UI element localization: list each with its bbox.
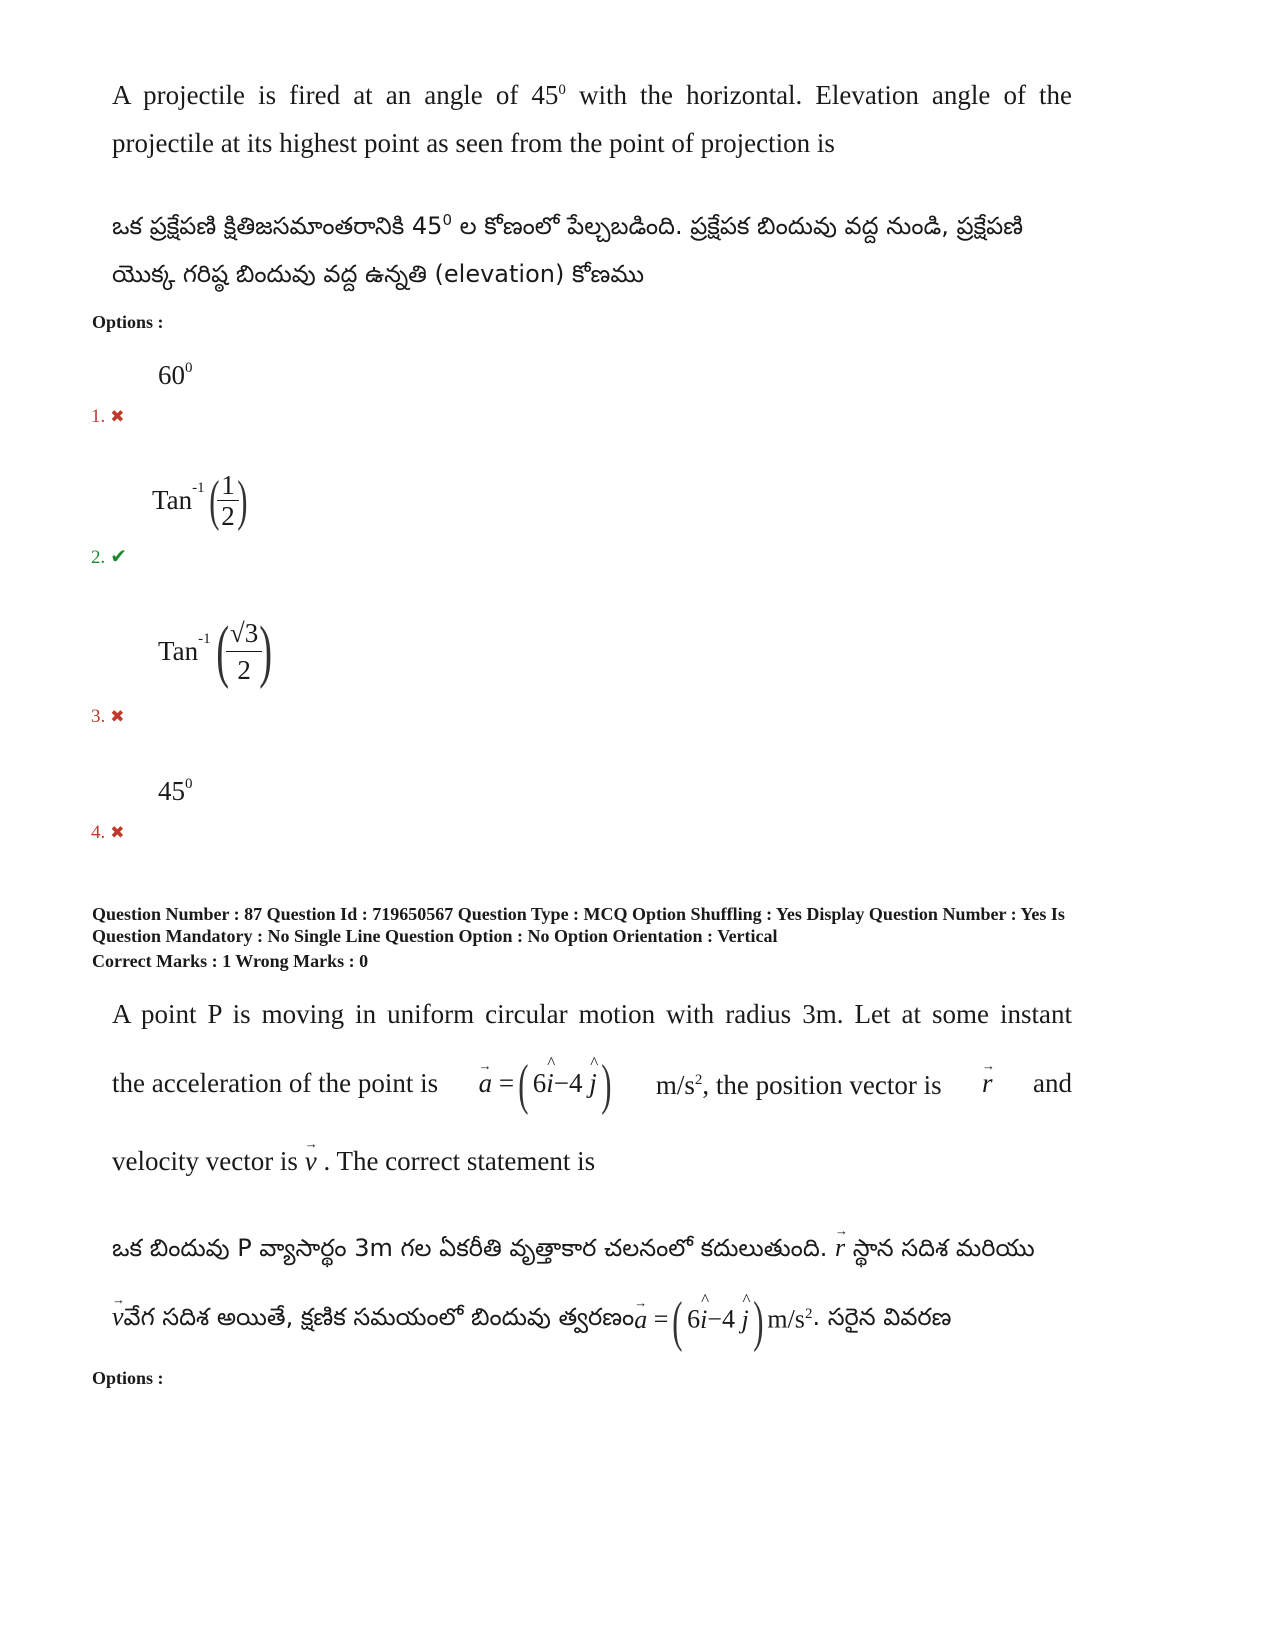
q87-text-en-line2: the acceleration of the point is → a =( 6^ i−4 ^ j) $m/s^2$, the position vector is → r and [112,1056,1072,1109]
q86-option-2-marker: 2. ✔ [91,546,128,568]
q86-text-te [112,196,1072,298]
q87-meta-line1: Question Number : 87 Question Id : 719650567 Question Type : MCQ Option Shuffling : Yes Display Question Number : Yes Is [92,904,1065,924]
q87-meta-line2: Question Mandatory : No Single Line Question Option : No Option Orientation : Vertical [92,926,778,946]
q87-meta [92,903,1212,972]
q86-option-2-value: Tan $^{-1}$ ( $\frac{1}{2}$ ) [152,469,248,532]
right-paren: ) [259,612,273,690]
cross-icon: ✖ [110,823,125,842]
right-paren: ) [236,469,248,532]
q87-meta-line3: Correct Marks : 1 Wrong Marks : 0 [92,951,369,971]
q86-text-en-line2: projectile at its highest point as seen from the point of projection is [112,128,835,158]
q86-text-en-line1: A projectile is fired at an angle of $45^0$ with the horizontal. Elevation angle of the [112,80,1072,110]
right-paren: ) [752,1290,764,1353]
q87-text-en-line3: velocity vector is → v . The correct statement is [112,1137,1072,1185]
left-paren: ( [215,612,229,690]
checkmark-icon: ✔ [110,546,128,568]
acceleration-expression: → a =( 6^ i−4 ^ j) [479,1059,616,1107]
fraction: $\frac{1}{2}$ [217,470,239,531]
q86-text-en [112,66,1072,167]
q87-options-label: Options : [92,1368,164,1388]
q86-option-1-marker: 1. ✖ [91,406,125,427]
q87-text-te-line2: → v వేగ సదిశ అయితే, క్షణిక సమయంలో బిందువు త్వరణం → a =( 6^ i−4 ^ j) $m/s^2$ . సరైన వివరణ [112,1290,1072,1344]
q87-text-te-line1: ఒక బిందువు P వ్యాసార్థం 3m గల ఏకరీతి వృత్తాకార చలనంలో కదులుతుంది. → r స్థాన సదిశ మరియు [112,1224,1072,1272]
q86-option-3-value: Tan $^{-1}$ ( $\frac{√3}{2}$ ) [158,612,273,690]
acceleration-expression-te: → a =( 6^ i−4 ^ j) $m/s^2$ [634,1290,812,1344]
left-paren: ( [518,1054,529,1117]
q86-option-3-marker: 3. ✖ [91,706,125,727]
q86-text-te-line2: యొక్క గరిష్ఠ బిందువు వద్ద ఉన్నతి (elevation) కోణము [112,260,645,288]
left-paren: ( [208,469,220,532]
cross-icon: ✖ [110,407,125,426]
q86-option-4-marker: 4. ✖ [91,822,125,843]
cross-icon: ✖ [110,707,125,726]
q86-option-1-value: 60 $^0$ [158,360,193,390]
q87-text-en-line1: A point P is moving in uniform circular motion with radius 3m. Let at some instant [112,999,1072,1029]
q86-text-te-line1: ఒక ప్రక్షేపణి క్షితిజసమాంతరానికి $45^0$ ల కోణంలో పేల్చబడింది. ప్రక్షేపక బిందువు వద్ద నుండి, ప్రక్షేపణి [112,211,1024,240]
q86-options-label: Options : [92,312,164,332]
right-paren: ) [600,1054,612,1117]
fraction: $\frac{√3}{2}$ [226,615,262,688]
left-paren: ( [672,1290,683,1353]
q86-option-4-value: 45 $^0$ [158,776,193,806]
